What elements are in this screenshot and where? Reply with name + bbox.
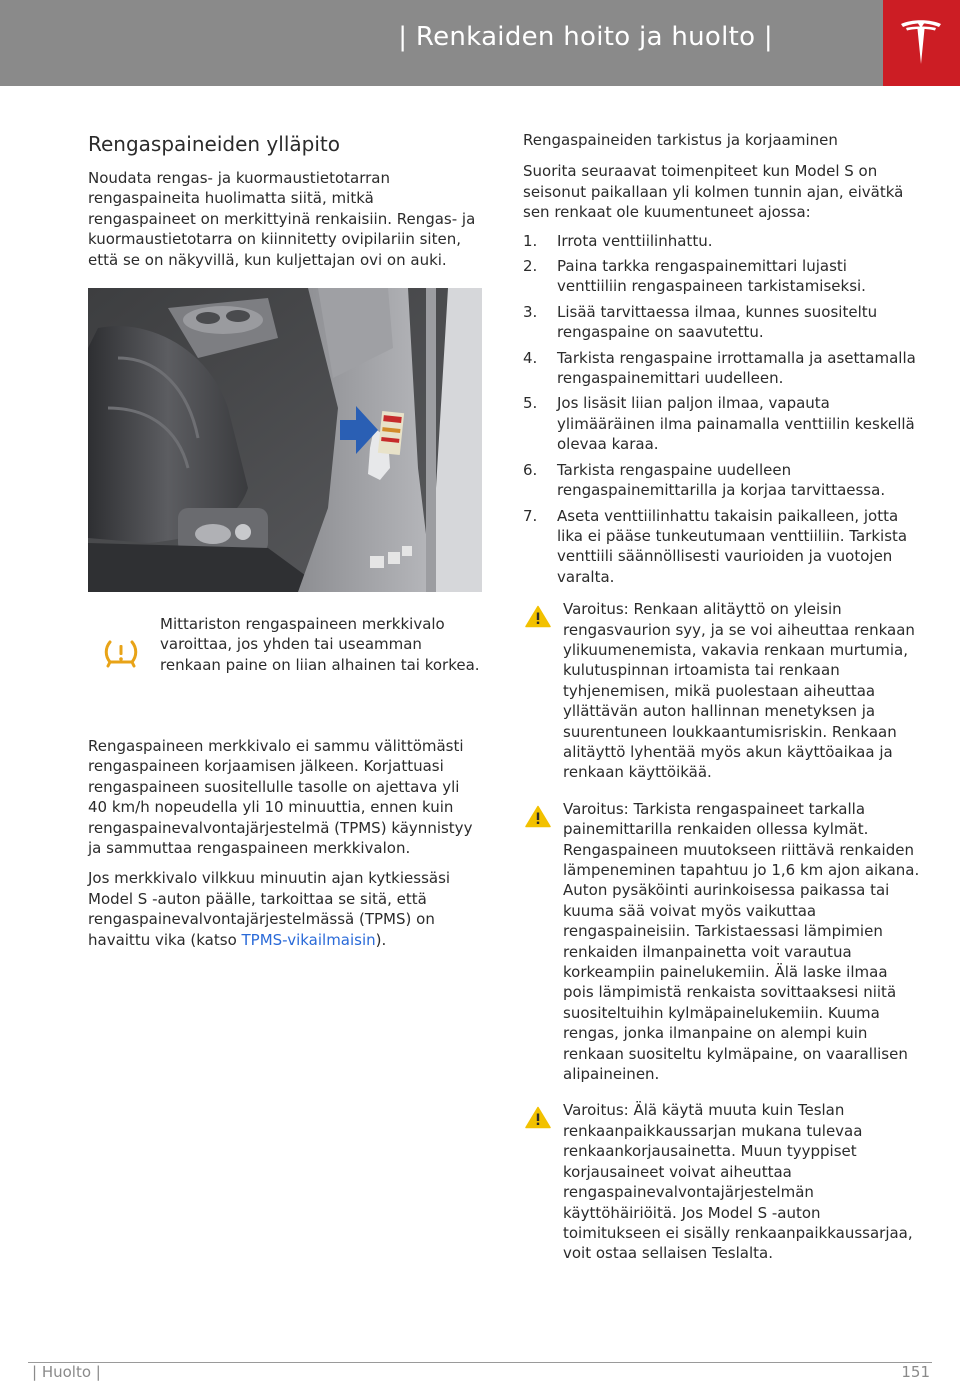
- warning-text: Varoitus: Renkaan alitäyttö on yleisin rengasvaurion syy, ja se voi aiheuttaa renkaan ylikuumenemista, vakavia renkaan murtumia, kulutuspinnan irtoamista tai renkaan tyhjenemisen, mikä puolestaan aiheuttaa yllättävän auton hallinnan menetyksen ja suurentuneen loukkaantumisriskin. Renkaan alitäyttö lyhentää myös akun käyttöaikaa ja renkaan käyttöikää.: [563, 600, 915, 782]
- header-title: | Renkaiden hoito ja huolto |: [398, 22, 773, 52]
- left-column: [88, 132, 482, 960]
- subsection-heading: Rengaspaineiden tarkistus ja korjaaminen: [523, 131, 838, 149]
- warning-cold-tires: [523, 799, 921, 1085]
- right-column: [523, 130, 921, 1264]
- warning-icon: [525, 605, 551, 633]
- procedure-intro: Suorita seuraavat toimenpiteet kun Model S on seisonut paikallaan yli kolmen tunnin ajan, eivätkä sen renkaat ole kuumentuneet ajossa:: [523, 162, 904, 222]
- warning-icon: [525, 1106, 551, 1134]
- warning-underinflation: [523, 599, 921, 783]
- tpms-fault-text: Jos merkkivalo vilkkuu minuutin ajan kytkiessäsi Model S -auton päälle, tarkoittaa se sitä, että rengaspainevalvontajärjestelmässä (TPMS) on havaittu vika (katso: [88, 869, 451, 949]
- step-item: 7. Aseta venttiilinhattu takaisin paikalleen, jotta lika ei pääse tunkeutumaan venttiiliin. Tarkista venttiili säännöllisesti vaurioiden ja vuotojen varalta.: [523, 506, 908, 586]
- section-heading: Rengaspaineiden ylläpito: [88, 132, 340, 156]
- warning-icon: [525, 805, 551, 833]
- intro-paragraph: Noudata rengas- ja kuormaustietotarran rengaspaineita huolimatta siitä, mitkä rengaspaineet on merkittyinä renkaisiin. Rengas- ja kuormaustietotarra on kiinnitetty ovipilariin siten, että se on näkyvillä, kun kuljettajan ovi on auki.: [88, 169, 476, 269]
- step-item: 3. Lisää tarvittaessa ilmaa, kunnes suositeltu rengaspaine on saavutettu.: [523, 302, 878, 342]
- step-item: 6. Tarkista rengaspaine uudelleen rengaspainemittarilla ja korjaa tarvittaessa.: [523, 460, 886, 500]
- header-bar: [0, 0, 883, 86]
- warning-sealant: [523, 1100, 921, 1263]
- tpms-fault-text-end: ).: [375, 930, 387, 949]
- warning-text: Varoitus: Tarkista rengaspaineet tarkalla painemittarilla renkaiden ollessa kylmät. Rengaspaineen muutokseen riittävä renkaiden lämpeneminen tapahtuu jo 1,6 km ajon aikana. Auton pysäköinti aurinkoisessa paikassa tai kuuma sää voivat myös vaikuttaa rengaspaineisiin. Tarkistaessasi lämpimien renkaiden ilmanpainetta voit varautua korkeampiin painelukemiin. Älä laske ilmaa pois lämpimistä renkaista sovittaaksesi niitä suositeltuihin kylmäpainelukemiin. Kuuma rengas, jonka ilmanpaine on alempi kuin renkaan suositeltu kylmäpaine, on vaarallisen alipaineinen.: [563, 799, 920, 1084]
- tpms-note-text: Mittariston rengaspaineen merkkivalo varoittaa, jos yhden tai useamman renkaan paine on liian alhainen tai korkea.: [160, 615, 480, 674]
- footer-section-label: | Huolto |: [32, 1363, 101, 1381]
- tpms-fault-link[interactable]: TPMS-vikailmaisin: [241, 930, 376, 949]
- tpms-reset-paragraph: Rengaspaineen merkkivalo ei sammu välittömästi rengaspaineen korjaamisen jälkeen. Korjattuasi rengaspaineen suositellulle tasolle on ajettava yli 40 km/h nopeudella yli 10 minuuttia, ennen kuin rengaspainevalvontajärjestelmä (TPMS) käynnistyy ja sammuttaa rengaspaineen merkkivalon.: [88, 737, 473, 858]
- door-pillar-photo: [88, 288, 482, 592]
- procedure-steps: [523, 231, 921, 588]
- footer-divider: [28, 1362, 932, 1363]
- tesla-logo-icon: [899, 18, 943, 66]
- tpms-warning-icon: [104, 638, 138, 672]
- tpms-indicator-note: [88, 614, 482, 710]
- page-number: 151: [901, 1363, 930, 1381]
- tesla-logo: [883, 0, 960, 86]
- step-item: 1. Irrota venttiilinhattu.: [523, 231, 713, 250]
- step-item: 2. Paina tarkka rengaspainemittari lujasti venttiiliin rengaspaineen tarkistamiseksi.: [523, 257, 866, 296]
- step-item: 5. Jos lisäsit liian paljon ilmaa, vapauta ylimääräinen ilma painamalla venttiilin keskellä olevaa karaa.: [523, 394, 915, 454]
- warning-text: Varoitus: Älä käytä muuta kuin Teslan renkaanpaikkaussarjan mukana tulevaa renkaankorjausainetta. Muun tyyppiset korjausaineet voivat aiheuttaa rengaspainevalvontajärjestelmän käyttöhäiriöitä. Jos Model S -auton toimitukseen ei sisälly renkaanpaikkaussarjaa, voit ostaa sellaisen Teslalta.: [563, 1101, 913, 1263]
- step-item: 4. Tarkista rengaspaine irrottamalla ja asettamalla rengaspainemittari uudelleen.: [523, 348, 916, 388]
- tpms-fault-paragraph: [88, 868, 482, 950]
